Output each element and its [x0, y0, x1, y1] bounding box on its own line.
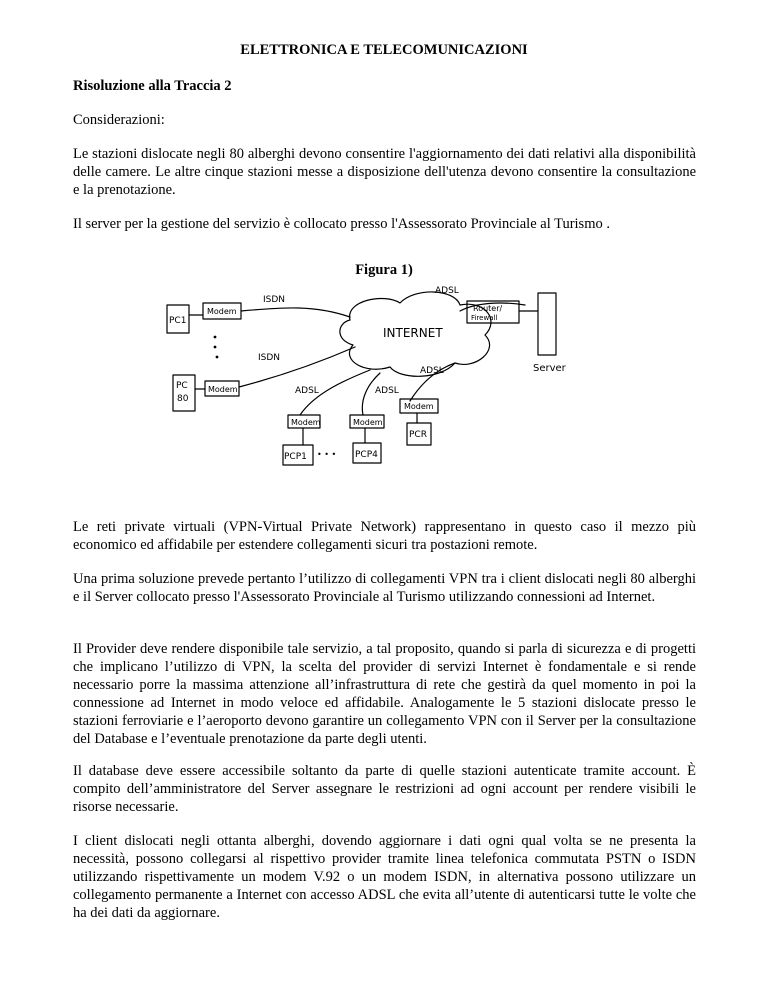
isdn-top-label: ISDN [263, 295, 286, 305]
figure-title: Figura 1) [355, 262, 413, 278]
router-label-2: Firewall [471, 314, 498, 322]
dot [214, 346, 217, 349]
paragraph-6: Il database deve essere accessibile soltanto da parte di quelle stazioni autenticate tramite account. È compito dell’amministratore del Server assegnare le restrizioni ad ogni account per rendere visibili le risorse necessarie. [73, 763, 696, 815]
adsl-pcr-label: ADSL [420, 366, 444, 376]
isdn-bottom-label: ISDN [258, 353, 281, 363]
paragraph-3: Le reti private virtuali (VPN-Virtual Private Network) rappresentano in questo caso il mezzo più economico ed affidabile per estendere collegamenti sicuri tra postazioni remote. [73, 519, 696, 553]
pc80-label-2: 80 [177, 394, 189, 404]
document-subtitle: Risoluzione alla Traccia 2 [73, 78, 232, 94]
modem-80-label: Modem [208, 385, 238, 394]
internet-label: INTERNET [383, 326, 443, 340]
pcr-label: PCR [409, 430, 427, 440]
pcp4-label: PCP4 [355, 450, 378, 460]
pcp1-label: PCP1 [284, 452, 307, 462]
isdn-bottom-link [239, 347, 355, 387]
modem-pcr-label: Modem [404, 402, 434, 411]
paragraph-4: Una prima soluzione prevede pertanto l’utilizzo di collegamenti VPN tra i client dislocati negli 80 alberghi e il Server collocato presso l'Assessorato Provinciale al Turismo utilizzando connessioni ad Internet. [73, 571, 696, 605]
paragraph-5: Il Provider deve rendere disponibile tale servizio, a tal proposito, quando si parla di sicurezza e di progetti che implicano l’utilizzo di VPN, la scelta del provider di servizi Internet è fondamentale e si rende necessario porre la massima attenzione all’infrastruttura di rete che gestirà da quel momento in poi la connessione ad Internet in modo veloce ed affidabile. Analogamente le 5 stazioni dislocate presso le stazioni ferroviarie e l’aeroporto devono garantire un collegamento VPN con il Server per la consultazione del Database e l’eventuale prenotazione da parte degli utenti. [73, 641, 696, 747]
modem-pcp1-label: Modem [291, 418, 321, 427]
dot [214, 336, 217, 339]
document-title: ELETTRONICA E TELECOMUNICAZIONI [240, 42, 528, 58]
server-label: Server [533, 363, 566, 374]
ellipsis-dots: • • • [317, 450, 337, 459]
adsl-pcp1-label: ADSL [295, 386, 319, 396]
adsl-pcp4-label: ADSL [375, 386, 399, 396]
network-diagram [155, 275, 615, 475]
considerations-heading: Considerazioni: [73, 112, 165, 128]
paragraph-7: I client dislocati negli ottanta alberghi, dovendo aggiornare i dati ogni qual volta se ne presenta la necessità, possono collegarsi al rispettivo provider tramite linea telefonica commutata PSTN o ISDN utilizzando rispettivamente un modem V.92 o un modem ISDN, in alternativa possono utilizzare un collegamento permanente a Internet con accesso ADSL che evita all’utente di autenticarsi tutte le volte che ha dei dati da aggiornare. [73, 833, 696, 921]
isdn-top-link [241, 308, 350, 317]
adsl-router-label: ADSL [435, 286, 459, 296]
paragraph-2: Il server per la gestione del servizio è collocato presso l'Assessorato Provinciale al Turismo . [73, 216, 610, 232]
paragraph-1: Le stazioni dislocate negli 80 alberghi devono consentire l'aggiornamento dei dati relativi alla disponibilità delle camere. Le altre cinque stazioni messe a disposizione dell'utenza devono consentire la consultazione e la prenotazione. [73, 146, 696, 198]
router-label-1: Router/ [473, 304, 503, 313]
pc80-label-1: PC [176, 381, 188, 391]
modem-pcp4-label: Modem [353, 418, 383, 427]
dot [216, 356, 219, 359]
server-box [538, 293, 556, 355]
modem-1-label: Modem [207, 307, 237, 316]
pc1-label: PC1 [169, 316, 187, 326]
